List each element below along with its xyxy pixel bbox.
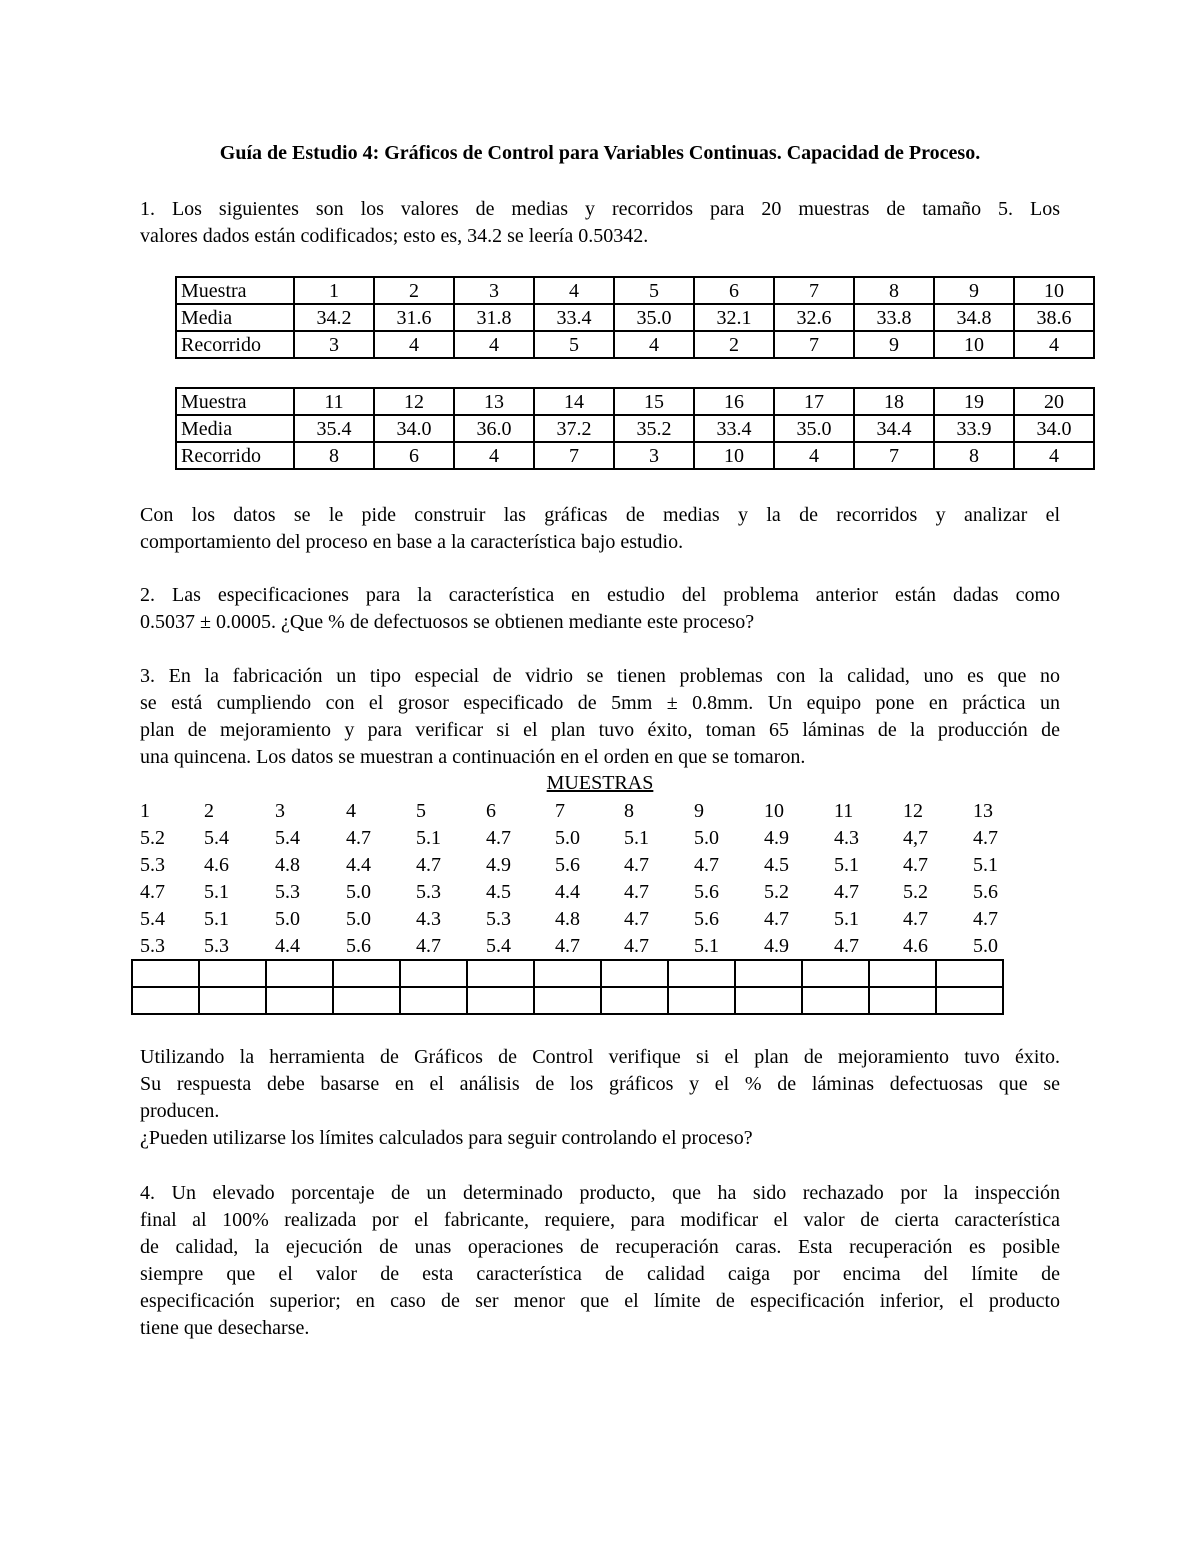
blank-cell [132, 960, 199, 987]
blank-cell [333, 960, 400, 987]
sample-value: 5.1 [416, 827, 441, 849]
sample-value: 4.7 [694, 854, 719, 876]
row-label: Media [176, 415, 294, 442]
sample-value: 5.0 [275, 908, 300, 930]
sample-value: 4.4 [555, 881, 580, 903]
blank-cell [534, 987, 601, 1014]
blank-cell [199, 960, 266, 987]
sample-value: 4.7 [903, 908, 928, 930]
cell: 34.4 [854, 415, 934, 442]
sample-number: 13 [973, 800, 993, 822]
cell: 7 [854, 442, 934, 469]
sample-value: 4.5 [764, 854, 789, 876]
cell: 3 [614, 442, 694, 469]
sample-value: 4.7 [486, 827, 511, 849]
sample-value: 4.9 [486, 854, 511, 876]
text-line: Con los datos se le pide construir las gráficas de medias y la de recorridos y analizar el [140, 504, 1060, 526]
blank-cell [735, 960, 802, 987]
blank-answer-table [131, 959, 1004, 1015]
cell: 6 [374, 442, 454, 469]
cell: 14 [534, 388, 614, 415]
samples-header-row [140, 800, 1020, 827]
sample-value: 5.6 [694, 881, 719, 903]
sample-value: 4.3 [834, 827, 859, 849]
samples-row [140, 908, 1020, 935]
blank-cell [802, 987, 869, 1014]
sample-value: 5.4 [204, 827, 229, 849]
row-label: Muestra [176, 388, 294, 415]
cell: 33.8 [854, 304, 934, 331]
sample-value: 5.3 [486, 908, 511, 930]
problem-4-text [140, 1180, 1060, 1342]
sample-value: 4.3 [416, 908, 441, 930]
problem-2-text [140, 582, 1060, 636]
cell: 5 [534, 331, 614, 358]
problem-3-instructions [140, 1044, 1060, 1152]
cell: 19 [934, 388, 1014, 415]
text-line: 1. Los siguientes son los valores de medias y recorridos para 20 muestras de tamaño 5. Los [140, 198, 1060, 220]
sample-value: 4.7 [624, 935, 649, 957]
samples-row [140, 881, 1020, 908]
sample-value: 4.7 [140, 881, 165, 903]
table-row-recorrido [176, 442, 1094, 469]
sample-value: 5.4 [486, 935, 511, 957]
blank-cell [869, 960, 936, 987]
sample-number: 7 [555, 800, 565, 822]
cell: 4 [614, 331, 694, 358]
sample-value: 4.7 [764, 908, 789, 930]
text-line: 2. Las especificaciones para la característica en estudio del problema anterior están dadas como [140, 584, 1060, 606]
sample-number: 10 [764, 800, 784, 822]
text-line: producen. [140, 1100, 220, 1122]
cell: 34.2 [294, 304, 374, 331]
sample-value: 4.7 [973, 908, 998, 930]
sample-value: 5.4 [140, 908, 165, 930]
table-samples-11-20 [175, 387, 1095, 470]
sample-value: 4.6 [204, 854, 229, 876]
sample-value: 5.0 [346, 881, 371, 903]
row-label: Recorrido [176, 331, 294, 358]
sample-value: 4.7 [834, 881, 859, 903]
sample-value: 5.2 [140, 827, 165, 849]
sample-value: 4.5 [486, 881, 511, 903]
blank-cell [936, 960, 1003, 987]
row-label: Recorrido [176, 442, 294, 469]
cell: 3 [454, 277, 534, 304]
row-label: Muestra [176, 277, 294, 304]
cell: 37.2 [534, 415, 614, 442]
table-row-muestra [176, 277, 1094, 304]
sample-value: 5.2 [764, 881, 789, 903]
sample-value: 4.7 [973, 827, 998, 849]
text-line: Utilizando la herramienta de Gráficos de Control verifique si el plan de mejoramiento tuvo éxito. [140, 1046, 1060, 1068]
table-row-media [176, 304, 1094, 331]
sample-value: 5.1 [834, 854, 859, 876]
sample-number: 2 [204, 800, 214, 822]
cell: 5 [614, 277, 694, 304]
sample-value: 5.1 [694, 935, 719, 957]
sample-value: 4.6 [903, 935, 928, 957]
samples-row [140, 827, 1020, 854]
cell: 6 [694, 277, 774, 304]
sample-value: 5.0 [973, 935, 998, 957]
cell: 7 [774, 331, 854, 358]
blank-cell [668, 960, 735, 987]
sample-value: 4.9 [764, 827, 789, 849]
cell: 2 [374, 277, 454, 304]
sample-value: 4.7 [416, 935, 441, 957]
blank-cell [735, 987, 802, 1014]
text-line: tiene que desecharse. [140, 1317, 310, 1339]
text-line: valores dados están codificados; esto es, 34.2 se leería 0.50342. [140, 225, 649, 247]
cell: 11 [294, 388, 374, 415]
sample-value: 5.1 [204, 881, 229, 903]
sample-value: 5.3 [275, 881, 300, 903]
text-line: especificación superior; en caso de ser menor que el límite de especificación inferior, el producto [140, 1290, 1060, 1312]
samples-heading: MUESTRAS [546, 772, 654, 794]
cell: 8 [934, 442, 1014, 469]
text-line: una quincena. Los datos se muestran a continuación en el orden en que se tomaron. [140, 746, 806, 768]
sample-value: 4.7 [624, 854, 649, 876]
cell: 4 [774, 442, 854, 469]
blank-cell [802, 960, 869, 987]
sample-number: 6 [486, 800, 496, 822]
sample-value: 5.3 [140, 854, 165, 876]
sample-value: 5.3 [140, 935, 165, 957]
blank-cell [266, 960, 333, 987]
sample-value: 5.0 [555, 827, 580, 849]
blank-cell [936, 987, 1003, 1014]
table-row-muestra [176, 388, 1094, 415]
samples-row [140, 854, 1020, 881]
sample-number: 3 [275, 800, 285, 822]
blank-cell [869, 987, 936, 1014]
cell: 9 [934, 277, 1014, 304]
cell: 35.0 [614, 304, 694, 331]
cell: 33.4 [694, 415, 774, 442]
blank-cell [601, 987, 668, 1014]
cell: 34.0 [1014, 415, 1094, 442]
sample-value: 5.0 [694, 827, 719, 849]
text-line: final al 100% realizada por el fabricante, requiere, para modificar el valor de cierta característica [140, 1209, 1060, 1231]
table-row [132, 960, 1003, 987]
sample-value: 5.1 [204, 908, 229, 930]
blank-cell [467, 960, 534, 987]
blank-cell [400, 960, 467, 987]
sample-value: 5.1 [834, 908, 859, 930]
blank-cell [534, 960, 601, 987]
sample-value: 4.7 [416, 854, 441, 876]
cell: 3 [294, 331, 374, 358]
cell: 32.1 [694, 304, 774, 331]
cell: 4 [1014, 442, 1094, 469]
cell: 7 [534, 442, 614, 469]
sample-value: 4,7 [903, 827, 928, 849]
text-line: plan de mejoramiento y para verificar si el plan tuvo éxito, toman 65 láminas de la producción de [140, 719, 1060, 741]
blank-cell [601, 960, 668, 987]
sample-value: 4.4 [275, 935, 300, 957]
cell: 17 [774, 388, 854, 415]
samples-row [140, 935, 1020, 962]
sample-value: 5.3 [204, 935, 229, 957]
text-line: de calidad, la ejecución de unas operaciones de recuperación caras. Esta recuperación es posible [140, 1236, 1060, 1258]
sample-value: 5.1 [973, 854, 998, 876]
sample-value: 4.7 [903, 854, 928, 876]
cell: 4 [454, 331, 534, 358]
blank-cell [132, 987, 199, 1014]
sample-value: 5.6 [346, 935, 371, 957]
row-label: Media [176, 304, 294, 331]
sample-number: 1 [140, 800, 150, 822]
sample-value: 5.6 [973, 881, 998, 903]
text-line: se está cumpliendo con el grosor especificado de 5mm ± 0.8mm. Un equipo pone en práctica un [140, 692, 1060, 714]
sample-number: 5 [416, 800, 426, 822]
text-line: comportamiento del proceso en base a la característica bajo estudio. [140, 531, 684, 553]
sample-value: 5.6 [555, 854, 580, 876]
cell: 33.9 [934, 415, 1014, 442]
cell: 32.6 [774, 304, 854, 331]
cell: 13 [454, 388, 534, 415]
sample-value: 4.8 [555, 908, 580, 930]
blank-cell [266, 987, 333, 1014]
sample-value: 4.7 [834, 935, 859, 957]
sample-value: 5.4 [275, 827, 300, 849]
cell: 2 [694, 331, 774, 358]
table-row [132, 987, 1003, 1014]
sample-value: 5.6 [694, 908, 719, 930]
cell: 4 [454, 442, 534, 469]
table-row-media [176, 415, 1094, 442]
cell: 35.0 [774, 415, 854, 442]
blank-cell [400, 987, 467, 1014]
cell: 36.0 [454, 415, 534, 442]
table-row-recorrido [176, 331, 1094, 358]
cell: 10 [694, 442, 774, 469]
sample-number: 8 [624, 800, 634, 822]
sample-value: 5.2 [903, 881, 928, 903]
cell: 8 [854, 277, 934, 304]
sample-value: 5.3 [416, 881, 441, 903]
cell: 31.6 [374, 304, 454, 331]
sample-value: 5.0 [346, 908, 371, 930]
sample-number: 4 [346, 800, 356, 822]
cell: 18 [854, 388, 934, 415]
cell: 4 [534, 277, 614, 304]
sample-value: 4.7 [555, 935, 580, 957]
problem-3-text [140, 663, 1060, 771]
document-title: Guía de Estudio 4: Gráficos de Control para Variables Continuas. Capacidad de Proceso. [219, 142, 981, 164]
cell: 12 [374, 388, 454, 415]
cell: 34.0 [374, 415, 454, 442]
sample-value: 4.7 [624, 908, 649, 930]
text-line: Su respuesta debe basarse en el análisis de los gráficos y el % de láminas defectuosas que se [140, 1073, 1060, 1095]
cell: 33.4 [534, 304, 614, 331]
sample-value: 4.4 [346, 854, 371, 876]
cell: 4 [1014, 331, 1094, 358]
problem-1-text [140, 196, 1060, 250]
blank-cell [333, 987, 400, 1014]
problem-1-instructions [140, 502, 1060, 556]
cell: 8 [294, 442, 374, 469]
sample-value: 4.9 [764, 935, 789, 957]
blank-cell [199, 987, 266, 1014]
sample-number: 11 [834, 800, 854, 822]
cell: 35.2 [614, 415, 694, 442]
cell: 4 [374, 331, 454, 358]
cell: 10 [934, 331, 1014, 358]
cell: 10 [1014, 277, 1094, 304]
cell: 9 [854, 331, 934, 358]
cell: 35.4 [294, 415, 374, 442]
cell: 15 [614, 388, 694, 415]
text-line: siempre que el valor de esta característica de calidad caiga por encima del límite de [140, 1263, 1060, 1285]
blank-cell [668, 987, 735, 1014]
sample-value: 4.7 [346, 827, 371, 849]
cell: 1 [294, 277, 374, 304]
text-line: 0.5037 ± 0.0005. ¿Que % de defectuosos se obtienen mediante este proceso? [140, 611, 755, 633]
cell: 38.6 [1014, 304, 1094, 331]
cell: 31.8 [454, 304, 534, 331]
table-samples-1-10 [175, 276, 1095, 359]
text-line: 4. Un elevado porcentaje de un determinado producto, que ha sido rechazado por la inspección [140, 1182, 1060, 1204]
cell: 16 [694, 388, 774, 415]
text-line: ¿Pueden utilizarse los límites calculados para seguir controlando el proceso? [140, 1127, 753, 1149]
sample-number: 9 [694, 800, 704, 822]
sample-value: 5.1 [624, 827, 649, 849]
sample-value: 4.7 [624, 881, 649, 903]
cell: 34.8 [934, 304, 1014, 331]
blank-cell [467, 987, 534, 1014]
cell: 20 [1014, 388, 1094, 415]
cell: 7 [774, 277, 854, 304]
text-line: 3. En la fabricación un tipo especial de vidrio se tienen problemas con la calidad, uno es que no [140, 665, 1060, 687]
sample-number: 12 [903, 800, 923, 822]
sample-value: 4.8 [275, 854, 300, 876]
